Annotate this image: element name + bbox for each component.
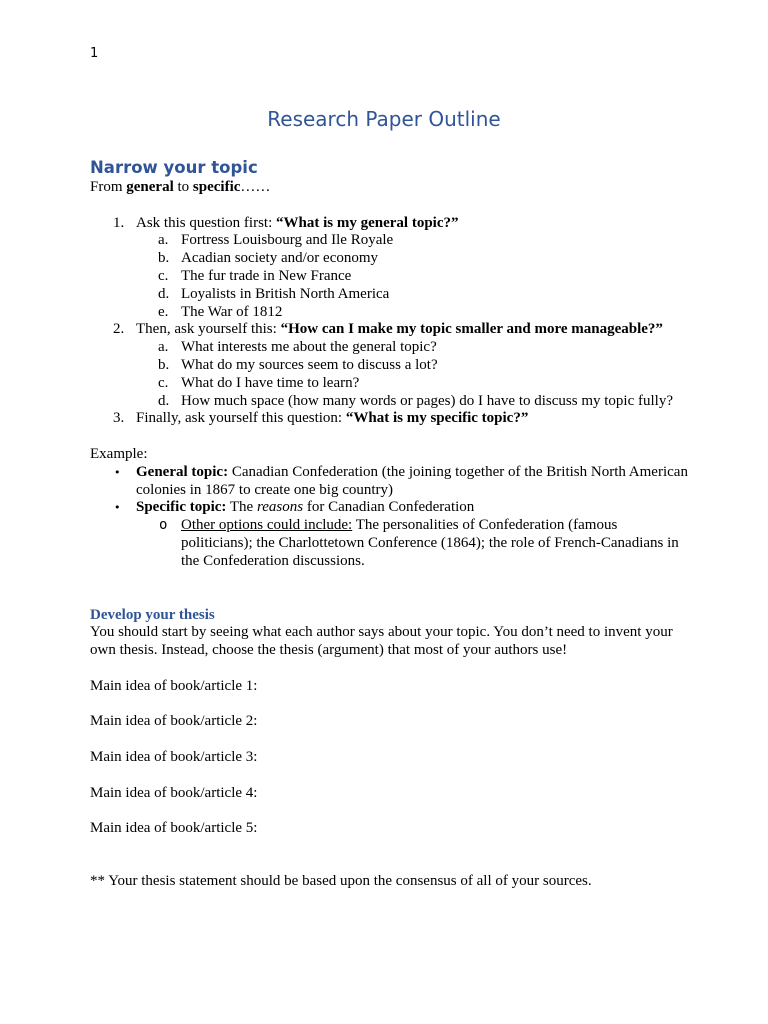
main-idea-line: Main idea of book/article 4: — [90, 784, 258, 801]
main-idea-line: Main idea of book/article 2: — [90, 713, 258, 730]
document-title: Research Paper Outline — [267, 107, 501, 131]
thesis-note: ** Your thesis statement should be based upon the consensus of all of your sources. — [90, 873, 592, 890]
narrow-topic-heading: Narrow your topic — [90, 158, 258, 177]
list-item: e. The War of 1812 — [158, 303, 283, 320]
list-item: a. Fortress Louisbourg and Ile Royale — [158, 232, 394, 249]
page-number: 1 — [90, 46, 99, 61]
steps-list — [90, 215, 690, 429]
list-item: d. Loyalists in British North America — [158, 285, 390, 302]
main-idea-line: Main idea of book/article 1: — [90, 677, 258, 694]
list-item: b. What do my sources seem to discuss a lot? — [158, 356, 438, 373]
document-body — [90, 157, 690, 891]
bullet-icon: • — [114, 465, 121, 479]
develop-thesis-heading: Develop your thesis — [90, 606, 215, 623]
thesis-body: You should start by seeing what each author says about your topic. You don’t need to invent your own thesis. Instead, choose the thesis (argument) that most of your authors use! — [90, 624, 673, 659]
general-topic-item: • General topic: Canadian Confederation (the joining together of the British North American colonies in 1867 to create one big country) — [114, 463, 688, 498]
options-sublist — [136, 517, 690, 570]
list-item: a. What interests me about the general topic? — [158, 339, 437, 356]
other-options-item: o Other options could include: The personalities of Confederation (famous politicians); the Charlottetown Conference (1864); the role of French-Canadians in the Confederation discussions. — [159, 517, 679, 569]
bullet-icon: • — [114, 501, 121, 515]
step-item: 2. Then, ask yourself this: “How can I make my topic smaller and more manageable?” a. What interests me about the general topic? b. What do my sources seem to discuss a lot? c. What do I have time to learn? d. How much space (how many words or pages) do I have to discuss my topic fully? — [136, 321, 690, 410]
step-sublist — [136, 232, 690, 321]
specific-topic-item: • Specific topic: The reasons for Canadian Confederation o Other options could include: The personalities of Confederation (famous politicians); the Charlottetown Conference (1864); the role of French-Canadians in the Confederation discussions. — [136, 499, 690, 570]
main-idea-line: Main idea of book/article 5: — [90, 820, 258, 837]
step-item: 1. Ask this question first: “What is my general topic?” a. Fortress Louisbourg and Ile Royale b. Acadian society and/or economy c. The fur trade in New France d. Loyalists in British North America e. The War of 1812 — [136, 215, 690, 322]
circle-bullet-icon: o — [159, 517, 168, 534]
list-item: c. The fur trade in New France — [158, 267, 352, 284]
list-item: b. Acadian society and/or economy — [158, 250, 379, 267]
example-label: Example: — [90, 445, 148, 462]
list-item: c. What do I have time to learn? — [158, 374, 360, 391]
step-item: 3. Finally, ask yourself this question: “What is my specific topic?” — [113, 410, 529, 427]
step-sublist — [136, 339, 690, 410]
example-list — [90, 464, 690, 571]
narrow-intro: From general to specific…… — [90, 179, 271, 195]
list-item: d. How much space (how many words or pages) do I have to discuss my topic fully? — [158, 392, 673, 409]
main-idea-line: Main idea of book/article 3: — [90, 748, 258, 765]
